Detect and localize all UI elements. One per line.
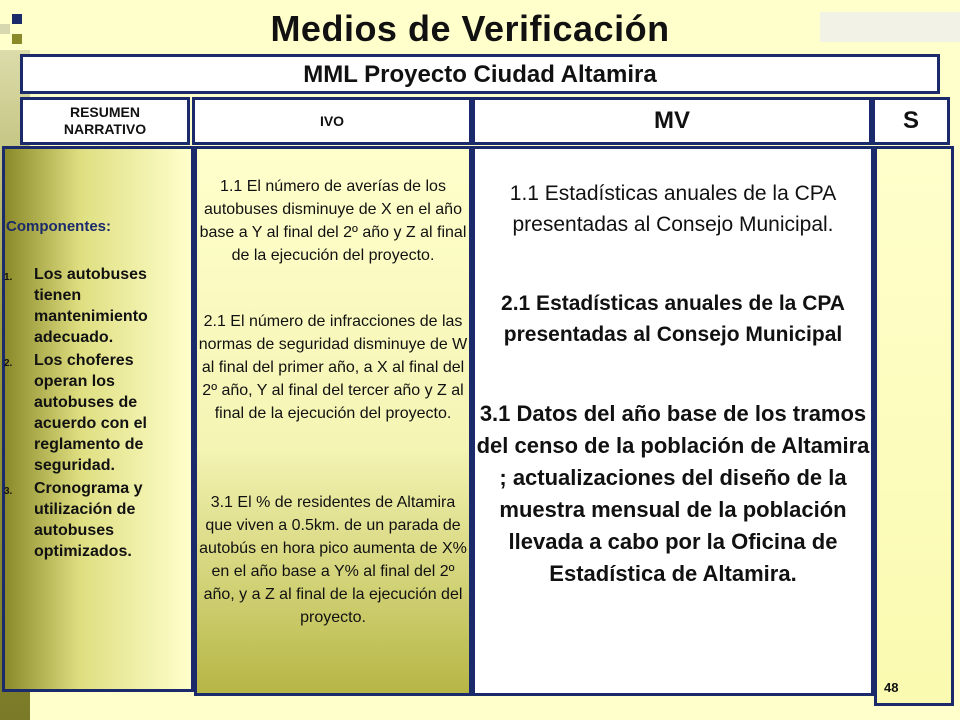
- list-number: 2.: [4, 358, 13, 369]
- list-item: [4, 264, 190, 348]
- decor-square-olive: [12, 34, 22, 44]
- ivo-indicator-2: 2.1 El número de infracciones de las normas de seguridad disminuye de W al final del primer año, a X al final del 2º año, Y al final del tercer año y Z al final de la ejecución del proyecto.: [198, 313, 468, 422]
- mv-means-1: 1.1 Estadísticas anuales de la CPA presentadas al Consejo Municipal.: [509, 182, 837, 236]
- decor-square-dark: [12, 14, 22, 24]
- column-s: [874, 146, 954, 706]
- ivo-indicator-3: 3.1 El % de residentes de Altamira que viven a 0.5km. de un parada de autobús en hora pico aumenta de X% en el año base a Y% al final del 2º año, y a Z al final de la ejecución del proyecto.: [199, 494, 467, 626]
- header-mv: MV: [472, 97, 872, 145]
- right-decoration: [820, 12, 960, 42]
- page-number: 48: [884, 680, 899, 695]
- list-item: [4, 478, 190, 562]
- list-number: 3.: [4, 486, 13, 497]
- header-s: S: [872, 97, 950, 145]
- slide-title: Medios de Verificación: [270, 8, 670, 49]
- list-text: Los autobuses tienen mantenimiento adecuado.: [34, 266, 148, 346]
- list-text: Los choferes operan los autobuses de acuerdo con el reglamento de seguridad.: [34, 352, 147, 474]
- components-list: [4, 264, 190, 564]
- header-resumen-narrativo: RESUMEN NARRATIVO: [20, 97, 190, 145]
- header-ivo: IVO: [192, 97, 472, 145]
- list-item: [4, 350, 190, 476]
- mv-means-3: 3.1 Datos del año base de los tramos del censo de la población de Altamira ; actualizaciones del diseño de la muestra mensual de la población llevada a cabo por la Oficina de Estadística de Altamira.: [476, 401, 870, 586]
- list-number: 1.: [4, 272, 13, 283]
- decor-square-light: [0, 24, 10, 34]
- mv-means-2: 2.1 Estadísticas anuales de la CPA presentadas al Consejo Municipal: [501, 292, 845, 346]
- components-heading: Componentes:: [6, 218, 111, 235]
- list-text: Cronograma y utilización de autobuses optimizados.: [34, 480, 143, 560]
- project-banner: MML Proyecto Ciudad Altamira: [20, 54, 940, 94]
- ivo-indicator-1: 1.1 El número de averías de los autobuses disminuye de X en el año base a Y al final del 2º año y Z al final de la ejecución del proyecto.: [199, 178, 467, 264]
